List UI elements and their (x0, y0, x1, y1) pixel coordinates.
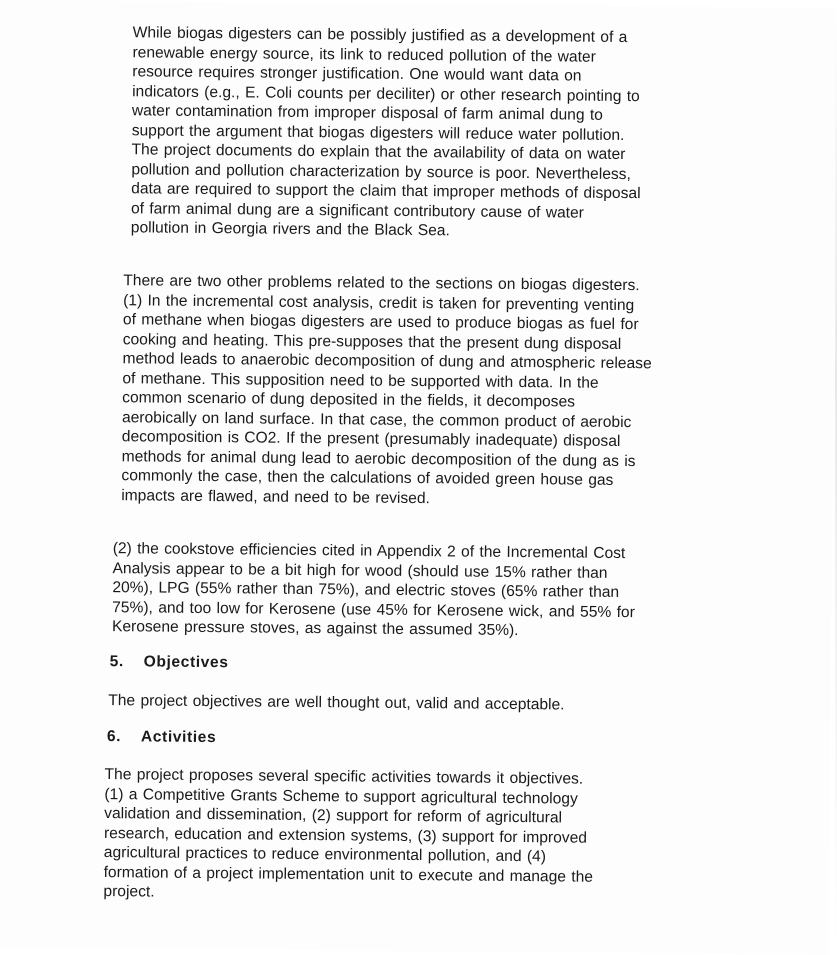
text-line: methods for animal dung lead to aerobic decomposition of the dung as is (121, 447, 636, 470)
text-line: research, education and extension systems, (3) support for improved (103, 824, 588, 847)
text-line: water contamination from improper disposal of farm animal dung to (131, 102, 603, 124)
section-number: 6. (106, 728, 122, 746)
text-line: of methane when biogas digesters are used to produce biogas as fuel for (122, 311, 639, 334)
text-line: While biogas digesters can be possibly justified as a development of a (132, 24, 628, 47)
text-line: 20%), LPG (55% rather than 75%), and electric stoves (65% rather than (112, 579, 620, 601)
text-line: renewable energy source, its link to reduced pollution of the water (132, 43, 596, 66)
text-line: pollution and pollution characterization by source is poor. Nevertheless, (131, 160, 631, 183)
text-line: (1) In the incremental cost analysis, credit is taken for preventing venting (123, 291, 635, 314)
section-title: Objectives (143, 653, 229, 672)
text-line: data are required to support the claim that improper methods of disposal (131, 180, 641, 203)
section-heading-objectives (110, 653, 229, 672)
text-line: validation and dissemination, (2) support for reform of agricultural (104, 805, 563, 827)
text-line: formation of a project implementation unit to execute and manage the (103, 863, 594, 886)
text-line: agricultural practices to reduce environmental pollution, and (4) (103, 844, 547, 866)
text-line: Analysis appear to be a bit high for wood (should use 15% rather than (112, 559, 608, 582)
text-line: pollution in Georgia rivers and the Black Sea. (130, 219, 450, 240)
section-number: 5. (109, 653, 124, 671)
text-line: project. (103, 883, 155, 901)
text-line: resource requires stronger justification. One would want data on (132, 63, 582, 85)
text-line: Kerosene pressure stoves, as against the assumed 35%). (111, 618, 519, 640)
text-line: 75%), and too low for Kerosene (use 45% for Kerosene wick, and 55% for (112, 598, 635, 621)
text-line: of methane. This supposition need to be supported with data. In the (122, 369, 599, 392)
text-line: cooking and heating. This pre-supposes that the present dung disposal (122, 330, 622, 353)
text-line: There are two other problems related to the sections on biogas digesters. (123, 272, 640, 295)
paragraph-cookstove-efficiencies (112, 539, 753, 643)
text-line: The project objectives are well thought out, valid and acceptable. (108, 692, 565, 714)
text-line: method leads to anaerobic decomposition of dung and atmospheric release (122, 350, 652, 373)
text-line: commonly the case, then the calculations of avoided green house gas (121, 467, 614, 489)
text-line: impacts are flawed, and need to be revised. (121, 486, 430, 507)
paragraph-objectives (108, 691, 688, 716)
section-title: Activities (140, 728, 217, 747)
text-line: decomposition is CO2. If the present (presumably inadequate) disposal (121, 428, 621, 450)
text-line: (2) the cookstove efficiencies cited in Appendix 2 of the Incremental Cost (112, 540, 626, 563)
text-line: The project proposes several specific activities towards it objectives. (104, 766, 584, 788)
text-line: support the argument that biogas digesters will reduce water pollution. (131, 121, 625, 144)
text-line: common scenario of dung deposited in the fields, it decomposes (122, 389, 576, 411)
paragraph-activities (103, 765, 724, 907)
paragraph-biogas-justification (131, 23, 748, 243)
section-heading-activities (107, 728, 217, 747)
paragraph-incremental-cost-problems (121, 271, 763, 511)
text-line: of farm animal dung are a significant contributory cause of water (130, 199, 584, 222)
text-line: The project documents do explain that the availability of data on water (131, 141, 626, 164)
text-line: (1) a Competitive Grants Scheme to support agricultural technology (104, 785, 578, 808)
text-line: aerobically on land surface. In that case, the common product of aerobic (121, 408, 632, 431)
text-line: indicators (e.g., E. Coli counts per deciliter) or other research pointing to (132, 82, 640, 105)
